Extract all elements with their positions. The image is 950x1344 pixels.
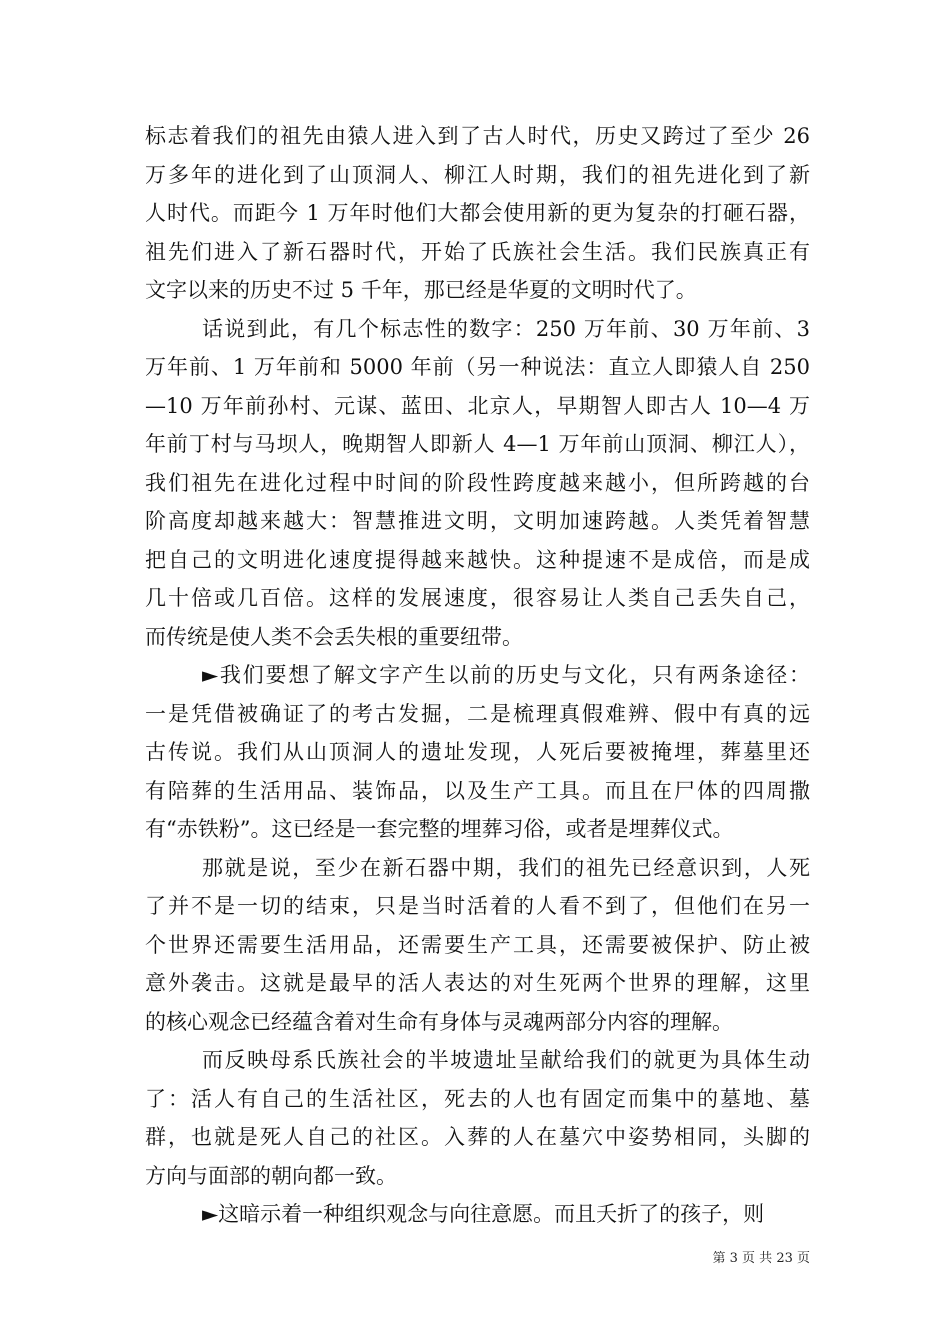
text-line: 把自己的文明进化速度提得越来越快。这种提速不是成倍，而是成 [145,547,810,572]
text-line: 一是凭借被确证了的考古发掘，二是梳理真假难辨、假中有真的远 [145,701,810,726]
text-line: 阶高度却越来越大：智慧推进文明，文明加速跨越。人类凭着智慧 [145,509,810,533]
text-line: ►我们要想了解文字产生以前的历史与文化，只有两条途径： [202,663,810,687]
text-line: 意外袭击。这就是最早的活人表达的对生死两个世界的理解，这里 [145,971,810,995]
text-line: 万年前、1 万年前和 5000 年前（另一种说法：直立人即猿人自 250 [145,355,810,379]
text-line: 方向与面部的朝向都一致。 [145,1163,397,1188]
text-line: 人时代。而距今 1 万年时他们大都会使用新的更为复杂的打砸石器， [145,201,810,225]
text-line: 话说到此，有几个标志性的数字：250 万年前、30 万年前、3 [202,316,810,341]
text-line: —10 万年前孙村、元谋、蓝田、北京人，早期智人即古人 10—4 万 [145,393,810,418]
text-line: 文字以来的历史不过 5 千年，那已经是华夏的文明时代了。 [145,278,697,302]
text-line: 有“赤铁粉”。这已经是一套完整的埋葬习俗，或者是埋葬仪式。 [145,817,734,841]
text-line: 古传说。我们从山顶洞人的遗址发现，人死后要被掩埋，葬墓里还 [145,740,810,764]
text-line: 我们祖先在进化过程中时间的阶段性跨度越来越小，但所跨越的台 [145,470,810,495]
text-line: 而传统是使人类不会丢失根的重要纽带。 [145,624,523,649]
text-line: 标志着我们的祖先由猿人进入到了古人时代，历史又跨过了至少 26 [145,124,810,148]
text-line: 了并不是一切的结束，只是当时活着的人看不到了，但他们在另一 [145,894,810,918]
text-line: 而反映母系氏族社会的半坡遗址呈献给我们的就更为具体生动 [202,1048,810,1072]
text-line: 祖先们进入了新石器时代，开始了氏族社会生活。我们民族真正有 [145,239,810,264]
text-line: 有陪葬的生活用品、装饰品，以及生产工具。而且在尸体的四周撒 [145,778,810,803]
text-line: 万多年的进化到了山顶洞人、柳江人时期，我们的祖先进化到了新 [145,162,810,187]
text-line: 几十倍或几百倍。这样的发展速度，很容易让人类自己丢失自己， [145,586,810,610]
text-line: 的核心观念已经蕴含着对生命有身体与灵魂两部分内容的理解。 [145,1009,733,1034]
text-line: 那就是说，至少在新石器中期，我们的祖先已经意识到，人死 [202,855,810,880]
page-number: 第 3 页 共 23 页 [712,1251,810,1266]
text-line: 群，也就是死人自己的社区。入葬的人在墓穴中姿势相同，头脚的 [145,1125,810,1149]
document-body [145,117,810,1234]
text-line: 个世界还需要生活用品，还需要生产工具，还需要被保护、防止被 [145,932,810,957]
text-line: 了：活人有自己的生活社区，死去的人也有固定而集中的墓地、墓 [145,1086,810,1111]
text-line: ►这暗示着一种组织观念与向往意愿。而且夭折了的孩子，则 [202,1202,765,1226]
text-line: 年前丁村与马坝人，晚期智人即新人 4—1 万年前山顶洞、柳江人）， [145,432,810,456]
